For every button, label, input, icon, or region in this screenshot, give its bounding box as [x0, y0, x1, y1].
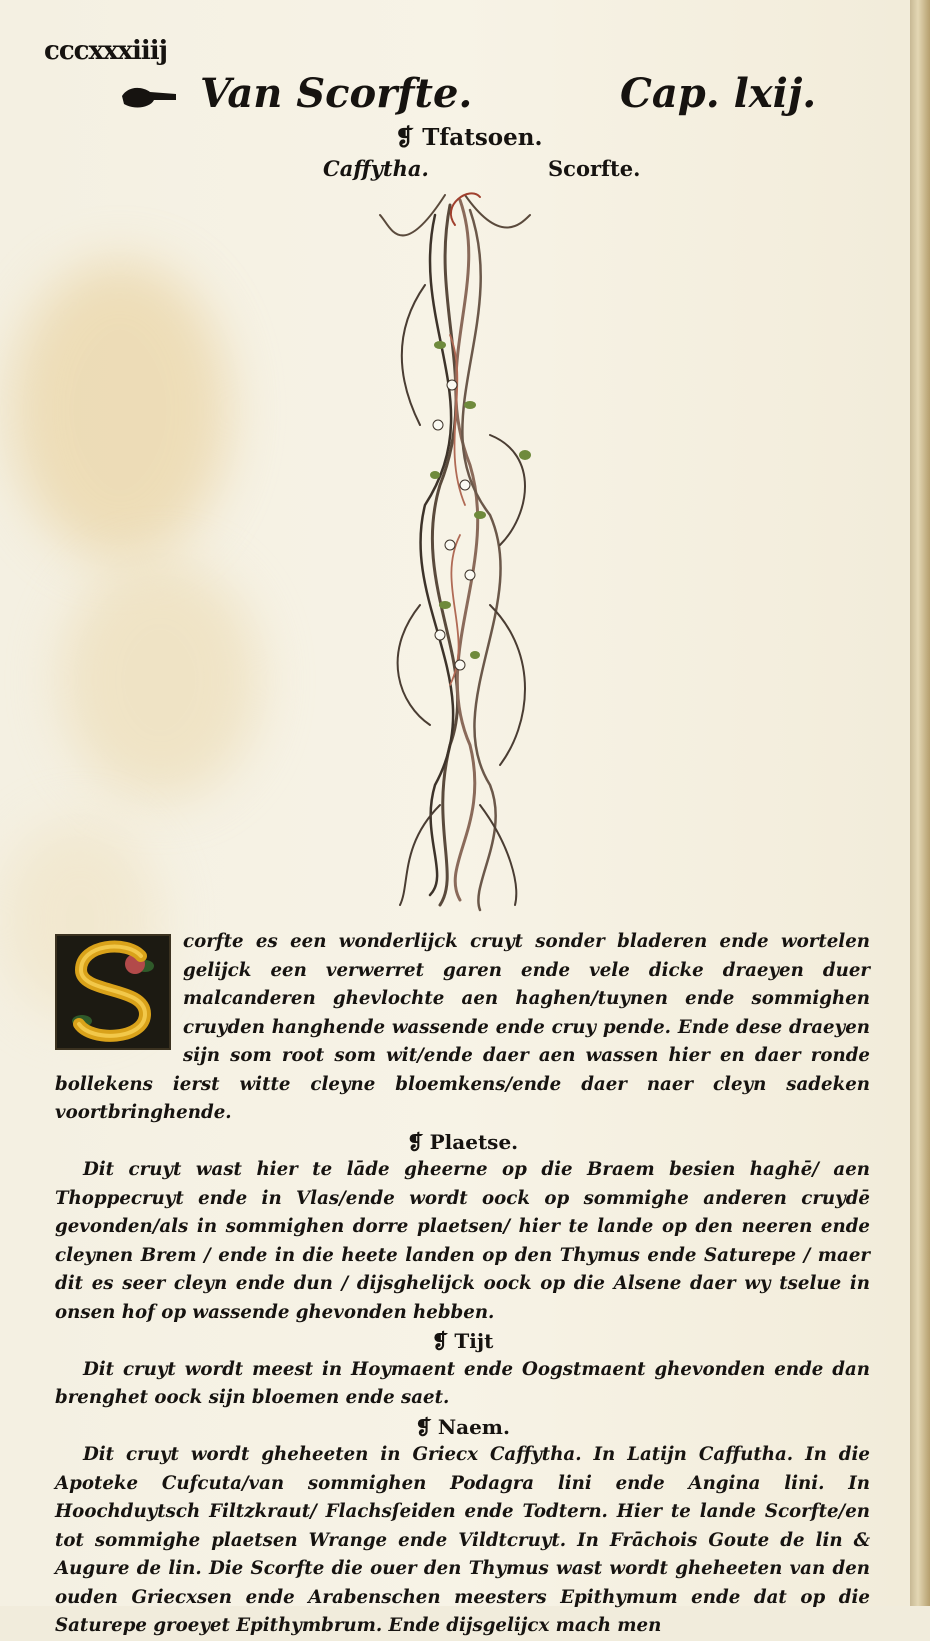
intro-paragraph: corfte es een wonderlijck cruyt sonder bladeren ende wortelen gelijck een verwerret garen ende vele dicke draeyen duer malcanderen ghevlochte aen haghen/tuynen ende sommighen cruyden hanghende wassende ende cruy pende. Ende dese draeyen sijn som root som wit/ende daer aen wassen hier en daer ronde bollekens ierst witte cleyne bloemkens/ende daer naer cleyn sadeken voortbringhende. — [55, 931, 870, 1123]
pointing-hand-icon — [120, 82, 180, 112]
section-heading-naem: ❡ Naem. — [415, 1414, 510, 1439]
chapter-number: Cap. lxij. — [620, 70, 817, 117]
section-heading-tijt: ❡ Tijt — [431, 1329, 494, 1353]
body-text — [55, 928, 870, 1641]
section-heading-plaetse: ❡ Plaetse. — [406, 1129, 519, 1154]
paragraph-mark-icon: ❡ — [406, 1129, 424, 1154]
section-paragraph-tijt: Dit cruyt wordt meest in Hoymaent ende Oogstmaent ghevonden ende dan brenghet oock sijn bloemen ende saet. — [55, 1358, 870, 1408]
folio-number: cccxxxiiij — [44, 36, 168, 66]
book-spine-edge — [910, 0, 930, 1606]
paper-stain — [60, 560, 260, 800]
chapter-heading — [120, 70, 820, 130]
paper-stain — [10, 260, 230, 560]
vernacular-name-label: Scorfte. — [548, 156, 641, 181]
chapter-title: Van Scorfte. — [200, 70, 473, 117]
paragraph-mark-icon: ❡ — [415, 1414, 432, 1439]
section-paragraph-naem: Dit cruyt wordt gheheeten in Griecx Caffytha. In Latijn Caffutha. In die Apoteke Cufcuta/van sommighen Podagra lini ende Angina lini. In Hoochduytsch Filtzkraut/ Flachsſeiden ende Todtern. Hier te lande Scorfte/en tot sommighe plaetsen Wrange ende Vildtcruyt. In Frāchois Goute de lin & Augure de lin. Die Scorfte die ouer den Thymus wast wordt gheheeten van den ouden Griecxsen ende Arabenschen meesters Epithymum ende dat op die Saturepe groeyet Epithymbrum. Ende dijsgelijcx mach men — [55, 1444, 870, 1636]
latin-name-label: Caffytha. — [323, 156, 429, 181]
figure-caption: ❡ Tfatsoen. — [395, 124, 543, 151]
paragraph-mark-icon: ❡ — [395, 124, 423, 151]
decorated-initial — [55, 934, 171, 1050]
ornamental-initial-s-icon — [57, 936, 169, 1048]
section-paragraph-plaetse: Dit cruyt wast hier te lāde gheerne op die Braem besien haghē/ aen Thoppecruyt ende in Vlas/ende wordt oock op sommighe anderen cruydē gevonden/als in sommighen dorre plaetsen/ hier te lande op den neeren ende cleynen Brem / ende in die heete landen op den Thymus ende Saturepe / maer dit es seer cleyn ende dun / dijsghelijck oock op die Alsene daer wy tselue in onsen hof op wassende ghevonden hebben. — [55, 1159, 870, 1323]
dodder-woodcut-illustration — [340, 185, 570, 915]
paragraph-mark-icon: ❡ — [431, 1329, 449, 1353]
